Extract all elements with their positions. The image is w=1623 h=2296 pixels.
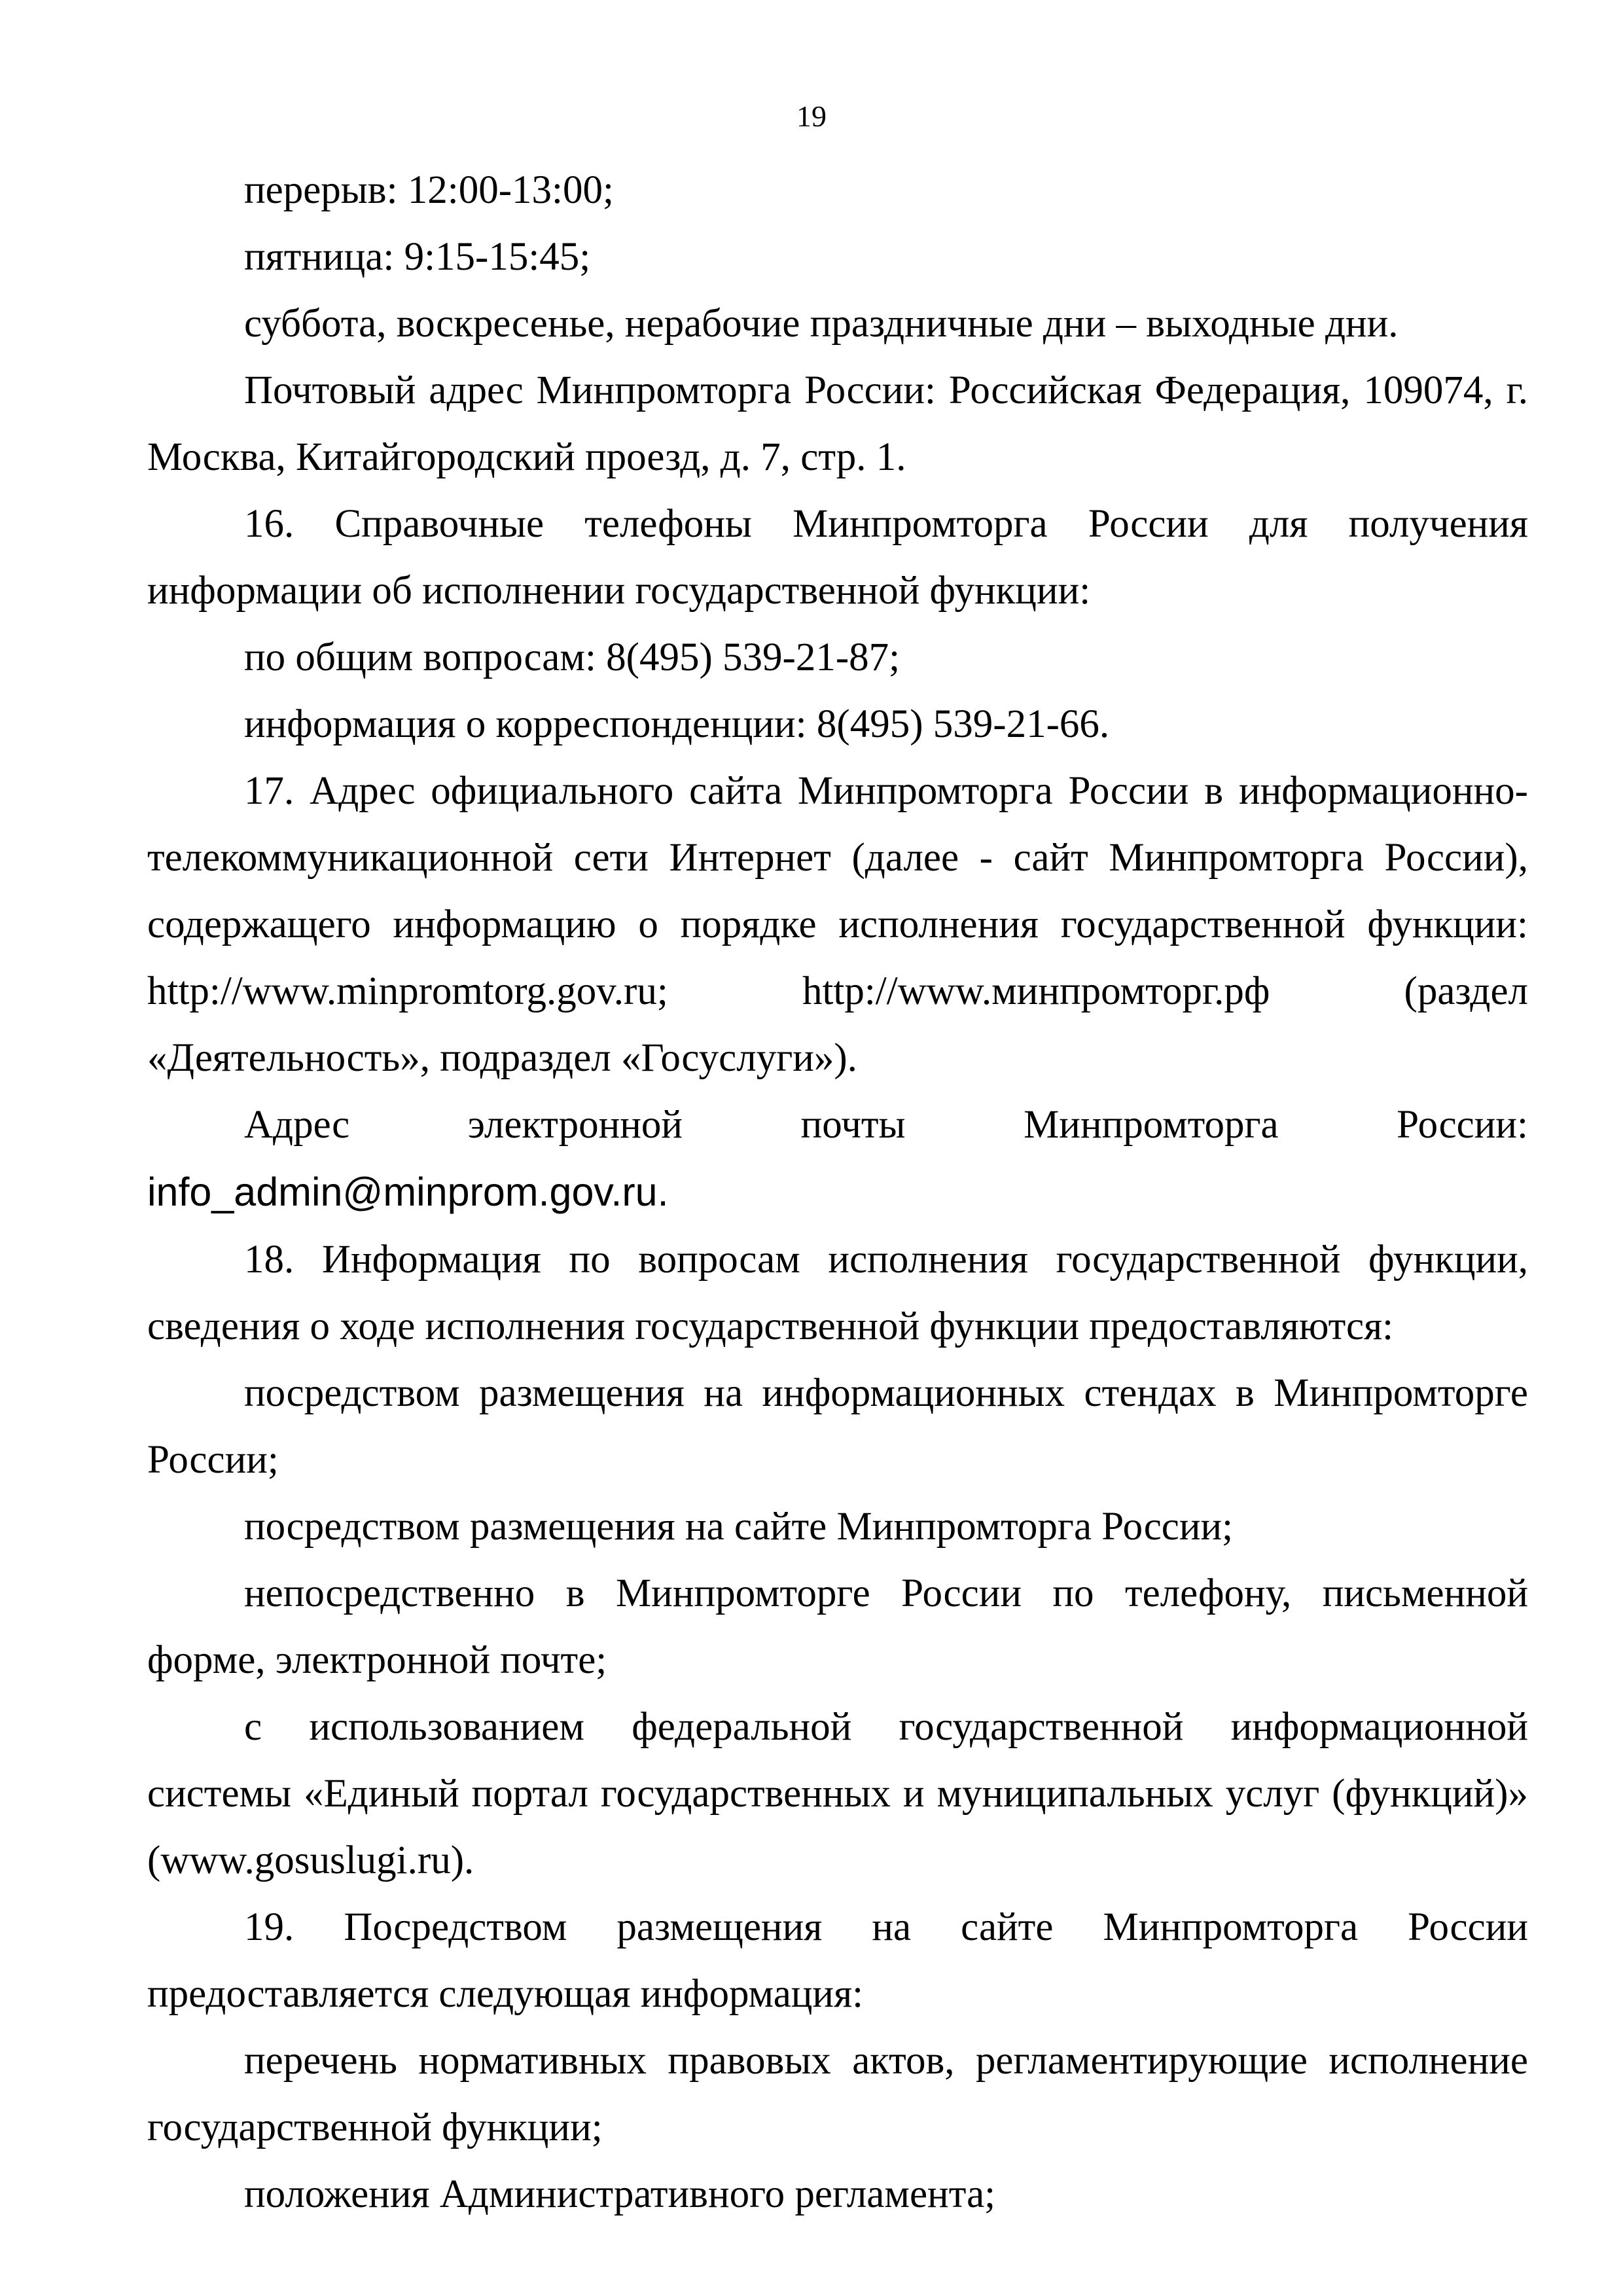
paragraph-weekend: суббота, воскресенье, нерабочие праздничные дни – выходные дни. (244, 302, 1399, 346)
paragraph-direct-contact: непосредственно в Минпромторге России по телефону, письменной форме, электронной почте; (147, 1571, 1528, 1682)
paragraph-18-info: 18. Информация по вопросам исполнения государственной функции, сведения о ходе исполнения государственной функции предоставляются: (147, 1238, 1528, 1348)
paragraph-16-phones: 16. Справочные телефоны Минпромторга России для получения информации об исполнении государственной функции: (147, 502, 1528, 613)
email-address: info_admin@minprom.gov.ru. (147, 1170, 669, 1214)
paragraph-regulation-provisions: положения Административного регламента; (244, 2172, 996, 2216)
paragraph-correspondence-phone: информация о корреспонденции: 8(495) 539-21-66. (244, 702, 1110, 746)
paragraph-17-website: 17. Адрес официального сайта Минпромторга России в информационно-телекоммуникационной сети Интернет (далее - сайт Минпромторга России), содержащего информацию о порядке исполнения государственной функции: http://www.minpromtorg.gov.ru; http://www.минпромторг.рф (раздел «Деятельность», подраздел «Госуслуги»). (147, 769, 1528, 1080)
paragraph-general-phone: по общим вопросам: 8(495) 539-21-87; (244, 636, 901, 679)
paragraph-postal-address: Почтовый адрес Минпромторга России: Российская Федерация, 109074, г. Москва, Китайгородский проезд, д. 7, стр. 1. (147, 368, 1528, 479)
document-body (147, 157, 1528, 2228)
paragraph-break-time: перерыв: 12:00-13:00; (244, 168, 614, 212)
paragraph-stands: посредством размещения на информационных стендах в Минпромторге России; (147, 1371, 1528, 1482)
paragraph-email (147, 1092, 1528, 1227)
paragraph-website-posting: посредством размещения на сайте Минпромторга России; (244, 1505, 1234, 1549)
paragraph-normative-acts: перечень нормативных правовых актов, регламентирующие исполнение государственной функции; (147, 2039, 1528, 2149)
paragraph-19-info: 19. Посредством размещения на сайте Минпромторга России предоставляется следующая информация: (147, 1905, 1528, 2016)
email-label: Адрес электронной почты Минпромторга России: (244, 1103, 1528, 1147)
paragraph-friday-hours: пятница: 9:15-15:45; (244, 235, 591, 279)
paragraph-gosuslugi: с использованием федеральной государственной информационной системы «Единый портал государственных и муниципальных услуг (функций)» (www.gosuslugi.ru). (147, 1705, 1528, 1882)
page-number: 19 (796, 99, 827, 133)
